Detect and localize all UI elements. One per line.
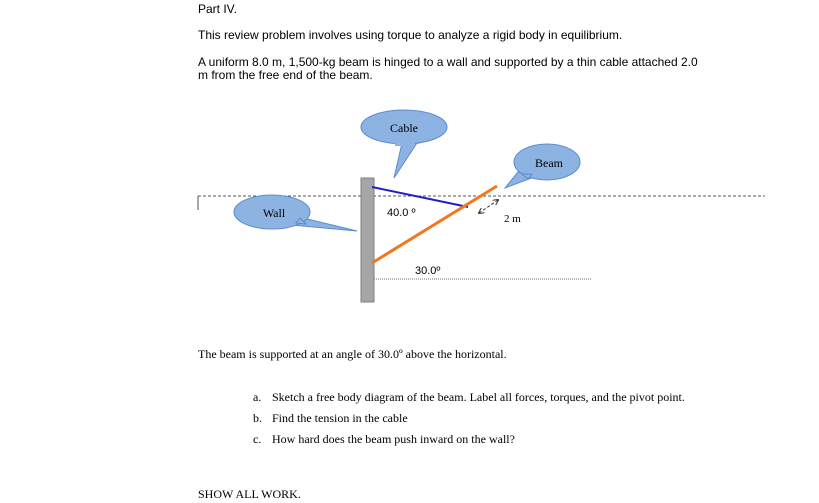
distance-label: 2 m — [504, 213, 521, 225]
show-work-note: SHOW ALL WORK. — [198, 487, 301, 501]
support-statement: The beam is supported at an angle of 30.0º above the horizontal. — [198, 347, 507, 361]
question-letter: b. — [253, 411, 262, 425]
problem-statement: A uniform 8.0 m, 1,500-kg beam is hinged to a wall and supported by a thin cable attached 2.0 m from the free end of the beam. — [198, 55, 698, 82]
question-text: How hard does the beam push inward on the wall? — [272, 432, 515, 446]
cable — [372, 187, 468, 207]
wall — [361, 178, 374, 302]
question-letter: a. — [253, 390, 262, 404]
cable-callout-label: Cable — [390, 121, 418, 135]
question-text: Sketch a free body diagram of the beam. Label all forces, torques, and the pivot point. — [272, 390, 685, 404]
beam-angle-label: 30.0º — [415, 265, 441, 277]
intro-text: This review problem involves using torque to analyze a rigid body in equilibrium. — [198, 28, 623, 42]
cable-angle-label: 40.0 º — [387, 207, 416, 219]
wall-callout-label: Wall — [262, 206, 286, 220]
question-b — [253, 411, 693, 426]
part-title: Part IV. — [198, 2, 237, 16]
question-text: Find the tension in the cable — [272, 411, 408, 425]
question-c — [253, 432, 693, 447]
cable-callout — [361, 110, 447, 178]
beam — [372, 186, 497, 263]
beam-diagram — [0, 100, 819, 310]
question-list — [253, 390, 693, 453]
beam-callout-label: Beam — [535, 156, 563, 170]
wall-callout — [234, 195, 357, 231]
question-letter: c. — [253, 432, 262, 446]
beam-callout — [505, 144, 580, 188]
distance-arrow — [479, 200, 498, 213]
question-a — [253, 390, 693, 405]
